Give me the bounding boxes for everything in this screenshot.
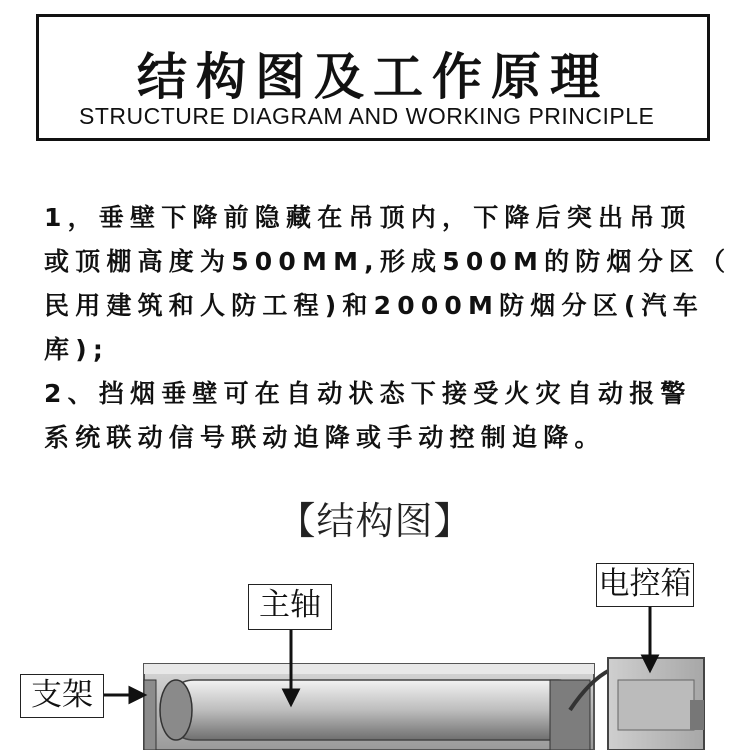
header-box bbox=[36, 14, 710, 141]
page-subtitle: STRUCTURE DIAGRAM AND WORKING PRINCIPLE bbox=[79, 103, 655, 129]
description-line: 民用建筑和人防工程)和2000M防烟分区(汽车 bbox=[44, 291, 704, 320]
description-paragraph bbox=[44, 196, 732, 460]
description-line: 或顶棚高度为500MM,形成500M的防烟分区（ bbox=[44, 247, 732, 276]
page-title: 结构图及工作原理 bbox=[137, 48, 609, 106]
description-line: 2、挡烟垂壁可在自动状态下接受火灾自动报警 bbox=[44, 379, 692, 408]
structure-photo bbox=[130, 650, 710, 750]
diagram-title: 【结构图】 bbox=[277, 499, 473, 543]
control-box-label: 电控箱 bbox=[596, 563, 694, 607]
description-line: 1，垂壁下降前隐藏在吊顶内，下降后突出吊顶 bbox=[44, 203, 692, 232]
description-line: 库); bbox=[44, 335, 110, 364]
bracket-label: 支架 bbox=[20, 674, 104, 718]
description-line: 系统联动信号联动迫降或手动控制迫降。 bbox=[44, 423, 606, 452]
main-shaft-label: 主轴 bbox=[248, 584, 332, 630]
